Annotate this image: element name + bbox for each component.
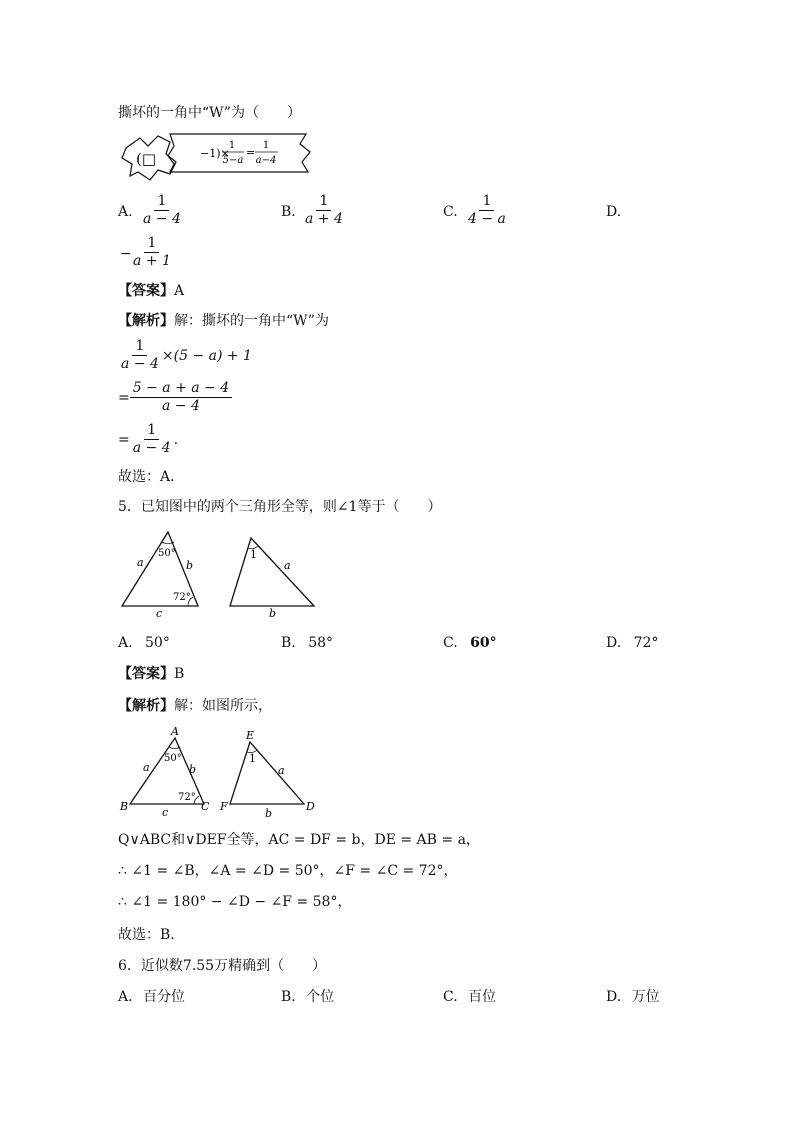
q5-option-c-text: 60° [470,635,497,651]
q4-option-c-den: 4 − a [468,211,506,227]
q4-step1 [118,338,252,373]
q5-analysis-line1: Q∨ABC和∨DEF全等，AC = DF = b，DE = AB = a， [118,832,480,848]
angle-c-label: 72° [178,792,196,803]
q5-analysis-intro [118,697,272,715]
triangle-def-figure [230,538,314,620]
triangle-def [230,742,304,804]
q4-stem: 撕坏的一角中“W”为（ ） [118,105,301,121]
q5-option-d [606,634,658,652]
step3-den: a − 4 [132,440,171,456]
labeled-triangle-def [219,729,315,820]
q4-option-d-den: a + 1 [133,253,171,269]
q6-option-b-label: B. [281,989,296,1005]
answer-tag: 【答案】 [118,666,174,682]
expr-left: −1)× [200,147,230,160]
triangle-2 [230,538,314,606]
labeled-triangle-abc [119,725,210,819]
q5-analysis-line2: ∴ ∠1 = ∠B，∠A = ∠D = 50°，∠F = ∠C = 72°， [118,863,458,879]
q5-option-d-text: 72° [633,635,659,651]
frac2-den: a−4 [255,155,277,166]
q4-answer [118,282,184,300]
q5-analysis-line3: ∴ ∠1 = 180° − ∠D − ∠F = 58°， [118,894,352,910]
step1-num: 1 [132,338,147,356]
angle-1-label: 1 [250,548,257,561]
triangle-abc-figure [122,532,198,620]
q4-option-a-fraction [140,193,184,228]
q4-option-c-num: 1 [479,193,494,211]
box-placeholder: (□ [136,150,157,168]
vertex-f: F [220,800,228,813]
q5-option-c [443,634,497,652]
side-b3-label: b [189,763,197,776]
side-a3-label: a [143,761,150,774]
q4-option-b-label: B. [281,204,296,220]
q4-step2 [118,380,232,415]
frac1-den: 5−a [222,155,244,166]
q5-option-b [281,634,333,652]
q5-options [118,634,170,652]
q6-option-a [118,988,185,1006]
angle-top-label: 50° [158,548,176,559]
q4-conclusion: 故选：A． [118,469,185,485]
torn-paper-strip [168,134,310,172]
q6-option-a-label: A. [118,989,133,1005]
side-a4-label: a [278,764,285,777]
q5-option-d-label: D. [606,635,622,651]
q5-option-a-label: A. [118,635,133,651]
q6-option-c [443,988,496,1006]
q5-conclusion: 故选：B． [118,927,185,943]
side-b-label: b [186,559,194,572]
vertex-c: C [201,800,210,813]
step3-eq: = [118,431,130,448]
q5-option-b-text: 58° [308,635,334,651]
step2-num: 5 − a + a − 4 [130,380,232,398]
q4-option-d-num: 1 [144,235,159,253]
step3-num: 1 [144,422,159,440]
analysis-tag: 【解析】 [118,698,174,714]
side-c3-label: c [162,806,169,819]
side-a-label: a [137,556,144,569]
side-c-label: c [156,607,163,620]
q5-triangles-figure [118,526,328,622]
q6-option-b [281,988,334,1006]
torn-corner-figure [118,128,318,184]
q6-option-c-text: 百位 [468,989,497,1005]
q4-option-a-den: a − 4 [143,211,181,227]
q5-stem: 5．已知图中的两个三角形全等，则∠1等于（ ） [118,499,442,515]
q6-stem: 6．近似数7.55万精确到（ ） [118,958,327,974]
vertex-a: A [171,725,179,738]
q4-option-d-fraction [130,235,174,270]
q6-option-c-label: C. [443,989,458,1005]
analysis-text: 解：如图所示， [174,698,272,714]
step2-den: a − 4 [161,398,200,414]
step2-eq: = [118,389,130,406]
q4-option-b-fraction [302,193,346,228]
q4-option-b-num: 1 [316,193,331,211]
side-b4-label: b [265,807,273,820]
q4-option-b-den: a + 4 [305,211,343,227]
vertex-b: B [120,800,129,813]
step3-end: . [173,431,179,448]
step1-rest: ×(5 − a) + 1 [161,347,252,364]
q6-option-d [606,988,660,1006]
q6-option-d-text: 万位 [631,989,660,1005]
side-a2-label: a [284,559,291,572]
angle-a-label: 50° [164,753,182,764]
vertex-d: D [306,800,315,813]
vertex-e: E [246,729,255,742]
step1-den: a − 4 [121,356,159,372]
answer-tag: 【答案】 [118,283,174,299]
answer-value: B [174,666,185,682]
q4-option-a-label: A. [118,204,133,220]
frac1-num: 1 [228,140,236,151]
q4-step3 [118,422,178,457]
q5-labeled-triangles-figure [118,724,328,824]
q6-option-a-text: 百分位 [143,989,186,1005]
analysis-tag: 【解析】 [118,313,174,329]
angle-1b-label: 1 [249,752,256,765]
q4-option-a-num: 1 [154,193,169,211]
q4-option-c-fraction [465,193,509,228]
frac2-num: 1 [262,140,270,151]
side-b2-label: b [269,607,277,620]
q5-option-a-text: 50° [145,635,170,651]
q6-option-b-text: 个位 [306,989,335,1005]
q5-option-c-label: C. [443,635,458,651]
q4-option-d-label: D. [606,204,622,220]
angle-right-label: 72° [173,592,191,603]
q5-option-b-label: B. [281,635,296,651]
q5-answer [118,665,184,683]
q4-option-d-neg: − [120,246,132,262]
analysis-text: 解：撕坏的一角中“W”为 [174,313,329,329]
q4-analysis-intro [118,312,329,330]
equals: = [246,146,256,159]
q4-option-c-label: C. [443,204,458,220]
answer-value: A [174,283,185,299]
q6-option-d-label: D. [606,989,622,1005]
